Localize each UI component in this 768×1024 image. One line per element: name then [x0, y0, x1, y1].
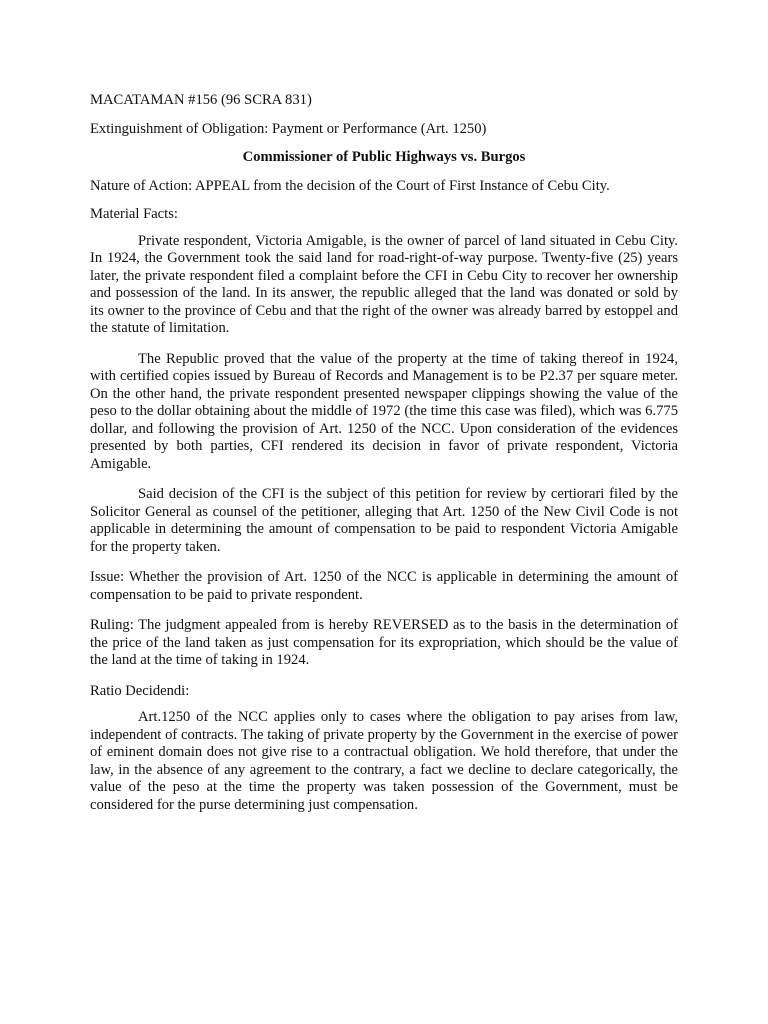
issue-paragraph: Issue: Whether the provision of Art. 1250 of the NCC is applicable in determining the amount of compensation to be paid to private respondent. — [90, 569, 678, 603]
material-facts-heading: Material Facts: — [90, 206, 178, 222]
case-title: Commissioner of Public Highways vs. Burgos — [242, 149, 526, 165]
ratio-paragraph: Art.1250 of the NCC applies only to cases where the obligation to pay arises from law, independent of contracts. The taking of private property by the Government in the exercise of power of eminent domain does not give rise to a contractual obligation. We hold therefore, that under the law, in the absence of any agreement to the contrary, a fact we decline to declare categorically, the value of the peso at the time the property was taken possession of the Government, must be considered for the purse determining just compensation. — [90, 709, 678, 813]
ruling-paragraph: Ruling: The judgment appealed from is hereby REVERSED as to the basis in the determination of the price of the land taken as just compensation for its expropriation, which should be the value of the land at the time of taking in 1924. — [90, 617, 678, 668]
material-facts-paragraph-2: The Republic proved that the value of the property at the time of taking thereof in 1924, with certified copies issued by Bureau of Records and Management is to be P2.37 per square meter. On the other hand, the private respondent presented newspaper clippings showing the value of the peso to the dollar obtaining about the middle of 1972 (the time this case was filed), which was 6.775 dollar, and following the provision of Art. 1250 of the NCC. Upon consideration of the evidences presented by both parties, CFI rendered its decision in favor of private respondent, Victoria Amigable. — [90, 350, 678, 472]
case-citation: MACATAMAN #156 (96 SCRA 831) — [90, 92, 312, 108]
document-page — [90, 92, 678, 827]
case-topic: Extinguishment of Obligation: Payment or Performance (Art. 1250) — [90, 120, 487, 137]
material-facts-paragraph-1: Private respondent, Victoria Amigable, is the owner of parcel of land situated in Cebu City. In 1924, the Government took the said land for road-right-of-way purpose. Twenty-five (25) years later, the private respondent filed a complaint before the CFI in Cebu City to recover her ownership and possession of the land. In its answer, the republic alleged that the land was donated or sold by its owner to the province of Cebu and that the right of the owner was already barred by estoppel and the statute of limitation. — [90, 232, 678, 336]
material-facts-paragraph-3: Said decision of the CFI is the subject of this petition for review by certiorari filed by the Solicitor General as counsel of the petitioner, alleging that Art. 1250 of the New Civil Code is not applicable in determining the amount of compensation to be paid to respondent Victoria Amigable for the property taken. — [90, 486, 678, 555]
nature-of-action: Nature of Action: APPEAL from the decision of the Court of First Instance of Cebu City. — [90, 177, 610, 194]
ratio-heading: Ratio Decidendi: — [90, 682, 190, 699]
